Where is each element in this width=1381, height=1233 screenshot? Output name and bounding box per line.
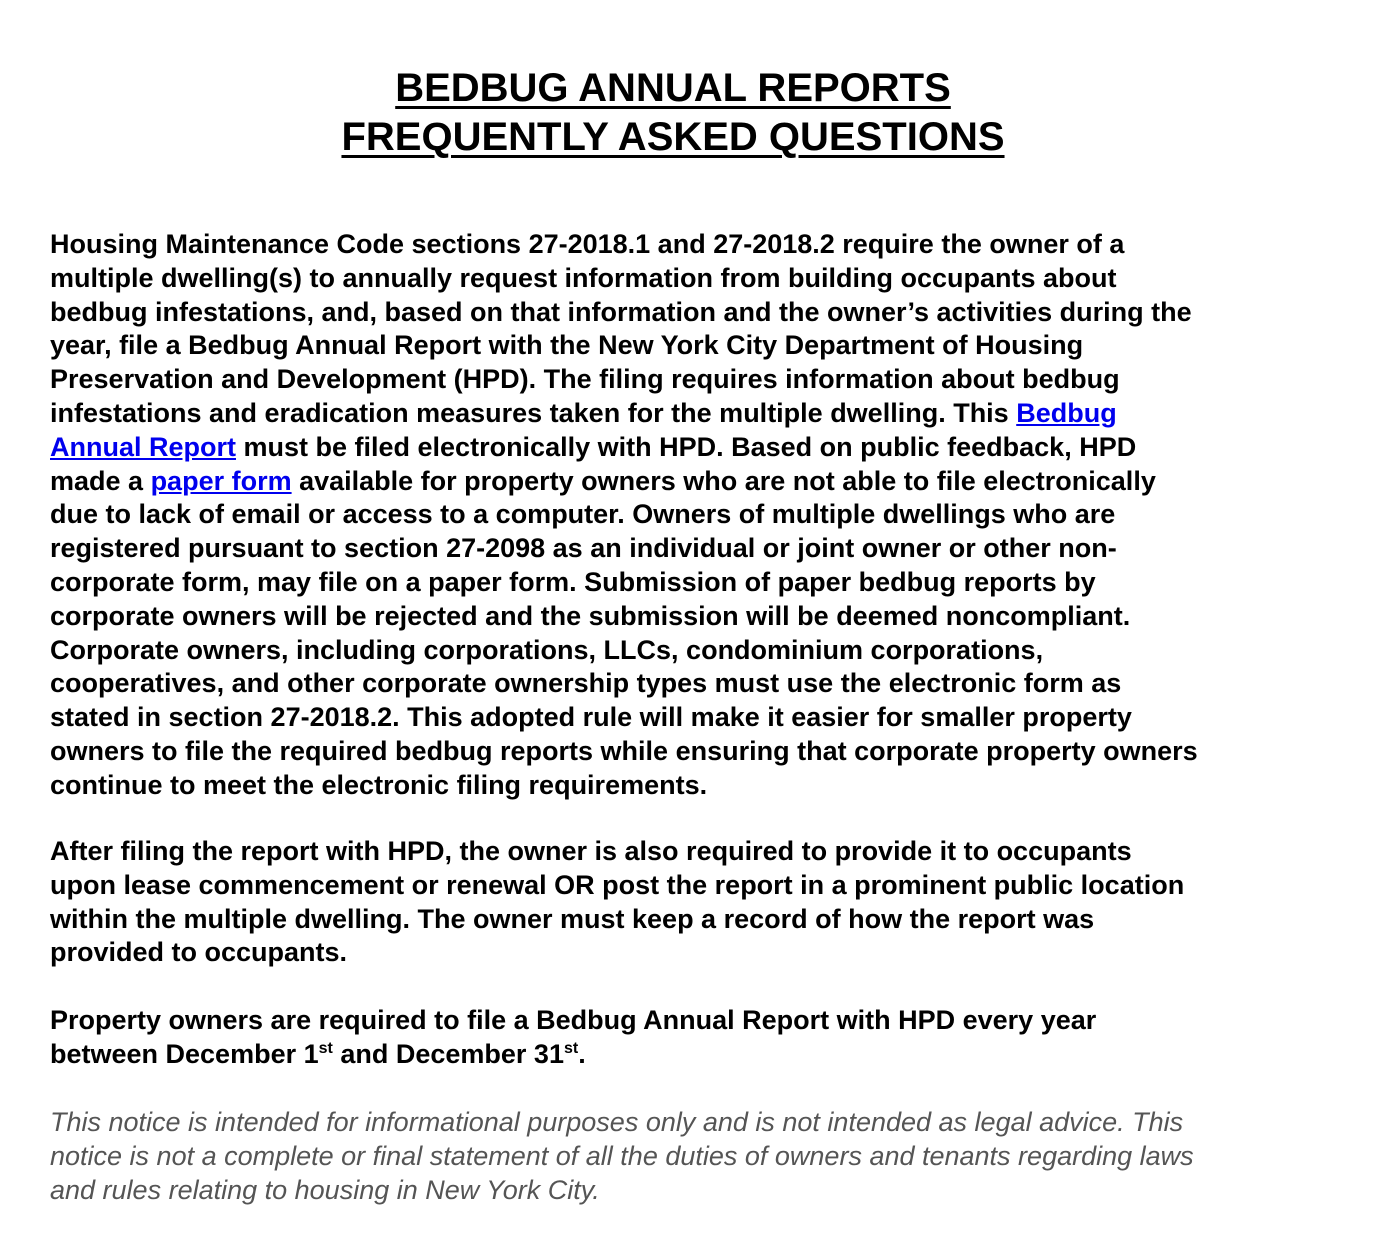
text-line: and rules relating to housing in New York City. <box>50 1175 600 1205</box>
bedbug-annual-report-link[interactable]: Bedbug <box>1016 397 1117 428</box>
text-line: Property owners are required to file a Bedbug Annual Report with HPD every year <box>50 1005 1097 1035</box>
deadline-paragraph <box>50 1004 1350 1072</box>
text-line: continue to meet the electronic filing requirements. <box>50 769 708 800</box>
text-line: within the multiple dwelling. The owner must keep a record of how the report was <box>50 903 1095 934</box>
bedbug-annual-report-link-continued[interactable]: Annual Report <box>50 431 236 462</box>
text-line: upon lease commencement or renewal OR post the report in a prominent public location <box>50 869 1185 900</box>
text-line: cooperatives, and other corporate ownership types must use the electronic form as <box>50 668 1122 699</box>
distribution-paragraph <box>50 835 1350 970</box>
text-line <box>50 1038 1350 1072</box>
text-line: provided to occupants. <box>50 937 348 968</box>
text-line <box>50 431 1350 465</box>
text-line: registered pursuant to section 27-2098 as an individual or joint owner or other non- <box>50 533 1117 564</box>
text-line: year, file a Bedbug Annual Report with the New York City Department of Housing <box>50 330 1084 361</box>
text-segment: infestations and eradication measures taken for the multiple dwelling. This <box>50 397 1017 428</box>
text-line: This notice is intended for informational purposes only and is not intended as legal advice. This <box>50 1107 1184 1137</box>
text-segment: and December 31 <box>332 1038 564 1069</box>
text-line <box>50 465 1350 499</box>
text-line <box>50 397 1350 431</box>
ordinal-suffix: st <box>563 1039 579 1057</box>
text-line: corporate form, may file on a paper form. Submission of paper bedbug reports by <box>50 566 1096 597</box>
text-segment: between December 1 <box>50 1038 319 1069</box>
text-line: stated in section 27-2018.2. This adopted rule will make it easier for smaller property <box>50 702 1132 733</box>
page-title-line-1: BEDBUG ANNUAL REPORTS <box>395 66 951 110</box>
text-line: corporate owners will be rejected and the submission will be deemed noncompliant. <box>50 600 1131 631</box>
text-segment: . <box>578 1038 586 1069</box>
text-segment: must be filed electronically with HPD. Based on public feedback, HPD <box>236 431 1137 462</box>
text-line: Preservation and Development (HPD). The filing requires information about bedbug <box>50 364 1120 395</box>
paper-form-link[interactable]: paper form <box>150 465 292 496</box>
text-segment: made a <box>50 465 151 496</box>
legal-disclaimer <box>50 1105 1350 1207</box>
text-line: notice is not a complete or final statement of all the duties of owners and tenants regarding laws <box>50 1141 1194 1171</box>
text-line: Corporate owners, including corporations, LLCs, condominium corporations, <box>50 634 1044 665</box>
text-segment: available for property owners who are not able to file electronically <box>291 465 1156 496</box>
ordinal-suffix: st <box>318 1039 333 1057</box>
intro-paragraph <box>50 228 1350 803</box>
text-line: bedbug infestations, and, based on that information and the owner’s activities during the <box>50 296 1192 327</box>
text-line: owners to file the required bedbug reports while ensuring that corporate property owners <box>50 735 1198 766</box>
text-line: due to lack of email or access to a computer. Owners of multiple dwellings who are <box>50 499 1116 530</box>
text-line: After filing the report with HPD, the owner is also required to provide it to occupants <box>50 836 1132 866</box>
text-line: Housing Maintenance Code sections 27-2018.1 and 27-2018.2 require the owner of a <box>50 229 1125 259</box>
page-title-line-2: FREQUENTLY ASKED QUESTIONS <box>341 115 1005 159</box>
text-line: multiple dwelling(s) to annually request information from building occupants about <box>50 262 1117 293</box>
